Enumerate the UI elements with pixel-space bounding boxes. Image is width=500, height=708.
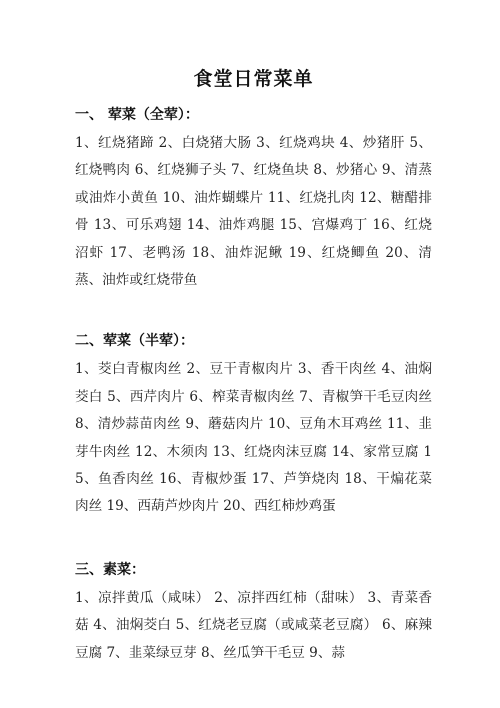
section-vegetarian bbox=[75, 559, 432, 667]
section-half-meat bbox=[75, 330, 432, 520]
menu-list-half-meat: 1、茭白青椒肉丝 2、豆干青椒肉片 3、香干肉丝 4、油焖茭白 5、西芹肉片 6、榨菜青椒肉丝 7、青椒笋干毛豆肉丝 8、清炒蒜苗肉丝 9、蘑菇肉片 10、豆角木耳鸡丝 11、韭芽牛肉丝 12、木须肉 13、红烧肉沫豆腐 14、家常豆腐 15、鱼香肉丝 16、青椒炒蛋 17、芦笋烧肉 18、干煸花菜肉丝 19、西葫芦炒肉片 20、西红柿炒鸡蛋 bbox=[75, 361, 432, 515]
menu-list-full-meat: 1、红烧猪蹄 2、白烧猪大肠 3、红烧鸡块 4、炒猪肝 5、红烧鸭肉 6、红烧狮子头 7、红烧鱼块 8、炒猪心 9、清蒸或油炸小黄鱼 10、油炸蝴蝶片 11、红烧扎肉 12、糖醋排骨 13、可乐鸡翅 14、油炸鸡腿 15、宫爆鸡丁 16、红烧沼虾 17、老鸭汤 18、油炸泥鳅 19、红烧鲫鱼 20、清蒸、油炸或红烧带鱼 bbox=[75, 135, 432, 289]
section-heading-vegetarian: 三、素菜： bbox=[75, 561, 145, 578]
section-heading-half-meat: 二、荤菜（半荤）： bbox=[75, 333, 194, 350]
document-title: 食堂日常菜单 bbox=[193, 68, 314, 90]
section-heading-full-meat: 一、 荤菜（全荤）： bbox=[75, 107, 199, 123]
section-full-meat bbox=[75, 104, 432, 294]
menu-list-vegetarian: 1、凉拌黄瓜（咸味） 2、凉拌西红柿（甜味） 3、青菜香菇 4、油焖茭白 5、红烧老豆腐（或咸菜老豆腐） 6、麻辣豆腐 7、韭菜绿豆芽 8、丝瓜笋干毛豆 9、蒜 bbox=[75, 589, 432, 661]
